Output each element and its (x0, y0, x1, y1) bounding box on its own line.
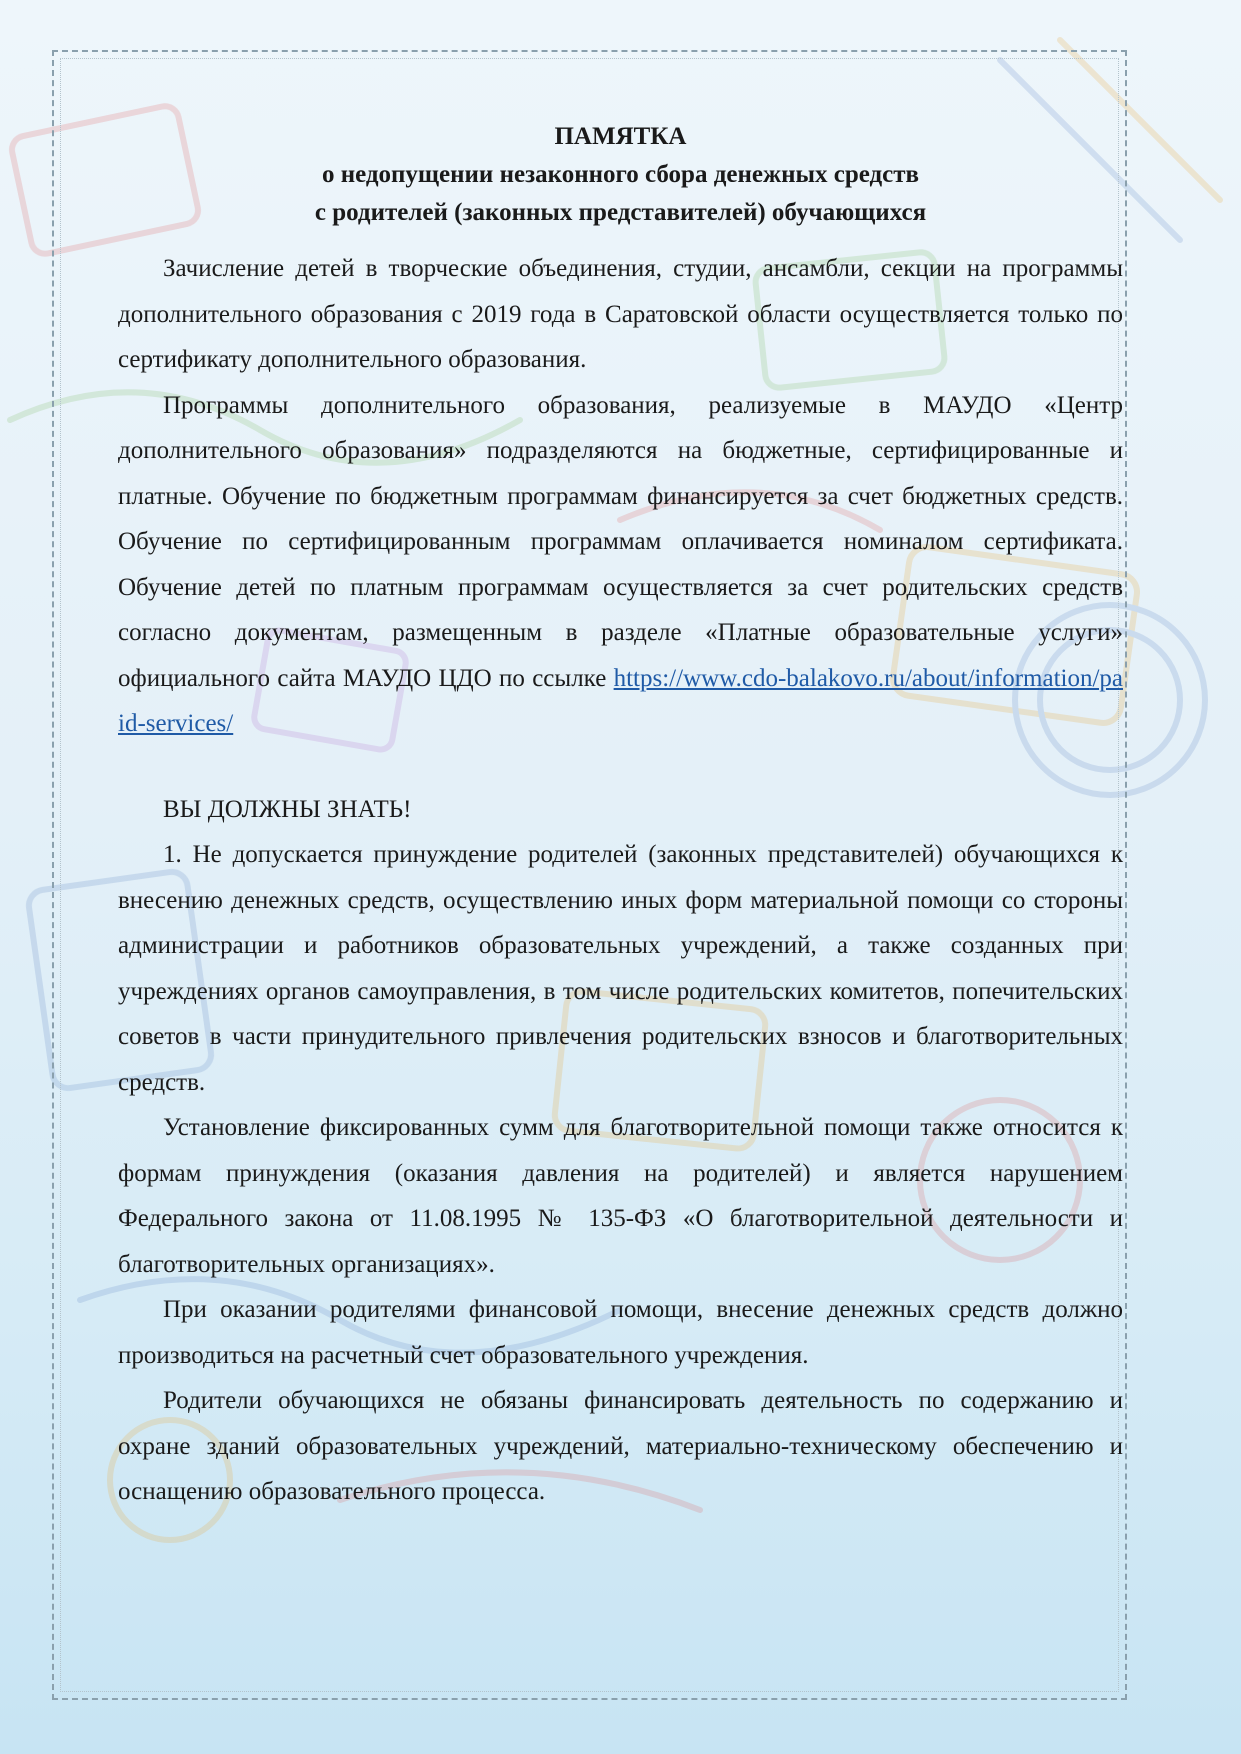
memo-subtitle-line-1: о недопущении незаконного сбора денежных средств (321, 161, 920, 188)
paragraph-bank-account: При оказании родителями финансовой помощи, внесение денежных средств должно производиться на расчетный счет образовательного учреждения. (118, 1296, 1123, 1369)
memo-subtitle-line-2: с родителей (законных представителей) обучающихся (314, 199, 927, 226)
section-spacer (118, 747, 1123, 787)
paragraph-parents-not-obliged: Родители обучающихся не обязаны финансировать деятельность по содержанию и охране зданий образовательных учреждений, материально-техническому обеспечению и оснащению образовательного процесса. (118, 1387, 1123, 1505)
know-heading: ВЫ ДОЛЖНЫ ЗНАТЬ! (163, 795, 412, 823)
memo-heading (118, 118, 1123, 232)
paragraph-programs (118, 383, 1123, 747)
paragraph-programs-text: Программы дополнительного образования, реализуемые в МАУДО «Центр дополнительного образования» подразделяются на бюджетные, сертифицированные и платные. Обучение по бюджетным программам финансируется за счет бюджетных средств. Обучение по сертифицированным программам оплачивается номиналом сертификата. Обучение детей по платным программам осуществляется за счет родительских средств согласно документам, размещенным в разделе «Платные образовательные услуги» официального сайта МАУДО ЦДО по ссылке (118, 391, 1123, 692)
memo-title: ПАМЯТКА (554, 123, 687, 150)
paragraph-enrollment: Зачисление детей в творческие объединения, студии, ансамбли, секции на программы дополнительного образования с 2019 года в Саратовской области осуществляется только по сертификату дополнительного образования. (118, 255, 1123, 373)
paragraph-fixed-sums: Установление фиксированных сумм для благотворительной помощи также относится к формам принуждения (оказания давления на родителей) и является нарушением Федерального закона от 11.08.1995 № 135-ФЗ «О благотворительной деятельности и благотворительных организациях». (118, 1114, 1123, 1278)
document-content (118, 118, 1123, 1515)
paid-services-link[interactable]: https://www.cdo-balakovo.ru/about/information/paid-services/ (118, 664, 1123, 737)
item-1-no-coercion: 1. Не допускается принуждение родителей (законных представителей) обучающихся к внесению денежных средств, осуществлению иных форм материальной помощи со стороны администрации и работников образовательных учреждений, а также созданных при учреждениях органов самоуправления, в том числе родительских комитетов, попечительских советов в части принудительного привлечения родительских взносов и благотворительных средств. (118, 841, 1123, 1096)
